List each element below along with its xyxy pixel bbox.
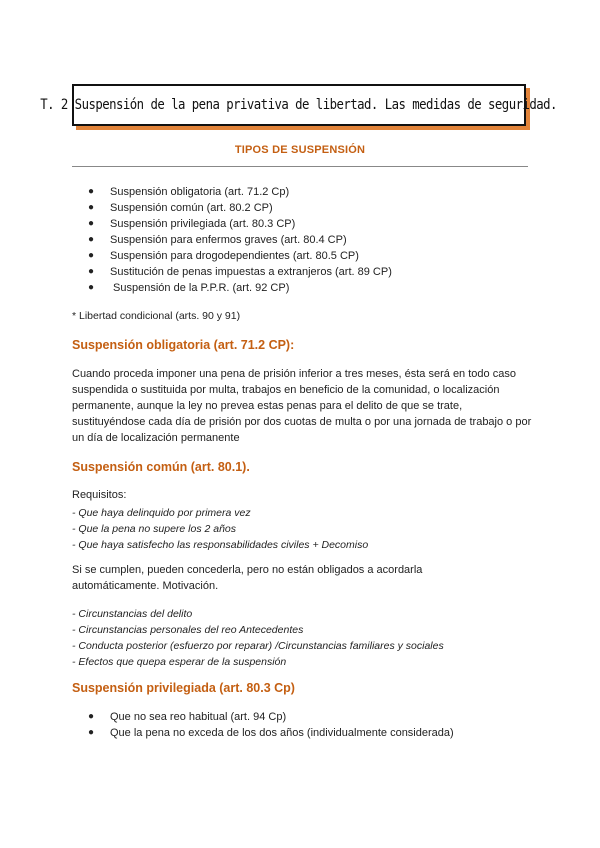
requisitos-label: Requisitos:: [72, 489, 127, 501]
list-item: - Circunstancias del delito: [72, 608, 193, 620]
requisitos-list: [72, 505, 368, 553]
document-title: T. 2 Suspensión de la pena privativa de libertad. Las medidas de seguridad.: [40, 97, 558, 113]
list-item: - Circunstancias personales del reo Antecedentes: [72, 624, 304, 636]
motivacion-list: [72, 606, 444, 670]
list-item: - Efectos que quepa esperar de la suspensión: [72, 656, 287, 668]
list-item: ● Suspensión privilegiada (art. 80.3 CP): [88, 218, 296, 230]
list-item: ● Suspensión obligatoria (art. 71.2 Cp): [88, 186, 290, 198]
tipos-heading: TIPOS DE SUSPENSIÓN: [234, 144, 366, 156]
list-item: ● Suspensión común (art. 80.2 CP): [88, 202, 273, 214]
bullet-icon: ●: [88, 186, 95, 197]
list-item: ● Suspensión para enfermos graves (art. 80.4 CP): [88, 234, 347, 246]
bullet-icon: ●: [88, 711, 95, 722]
title-box: [40, 84, 558, 126]
bullet-icon: ●: [88, 202, 95, 213]
heading-obligatoria: Suspensión obligatoria (art. 71.2 CP):: [72, 338, 295, 352]
privilegiada-list: [86, 709, 454, 741]
list-item: - Que haya satisfecho las responsabilidades civiles + Decomiso: [72, 539, 369, 551]
paragraph-comun: Si se cumplen, pueden concederla, pero no están obligados a acordarla automáticamente. Motivación.: [72, 564, 423, 592]
list-item: - Que la pena no supere los 2 años: [72, 523, 237, 535]
bullet-icon: ●: [88, 250, 95, 261]
list-item: ● Suspensión de la P.P.R. (art. 92 CP): [88, 282, 290, 294]
tipos-list: [86, 184, 392, 296]
list-item: ● Sustitución de penas impuestas a extranjeros (art. 89 CP): [88, 266, 392, 278]
heading-privilegiada: Suspensión privilegiada (art. 80.3 Cp): [72, 681, 295, 695]
libertad-condicional-note: * Libertad condicional (arts. 90 y 91): [72, 310, 241, 322]
bullet-icon: ●: [88, 218, 95, 229]
bullet-icon: ●: [88, 266, 95, 277]
bullet-icon: ●: [88, 282, 95, 293]
heading-comun: Suspensión común (art. 80.1).: [72, 460, 250, 474]
bullet-icon: ●: [88, 727, 95, 738]
list-item: - Conducta posterior (esfuerzo por reparar) /Circunstancias familiares y sociales: [72, 640, 444, 652]
list-item: ● Que la pena no exceda de los dos años (individualmente considerada): [88, 727, 454, 739]
divider: [72, 166, 528, 167]
list-item: - Que haya delinquido por primera vez: [72, 507, 251, 519]
list-item: ● Que no sea reo habitual (art. 94 Cp): [88, 711, 287, 723]
list-item: ● Suspensión para drogodependientes (art. 80.5 CP): [88, 250, 359, 262]
bullet-icon: ●: [88, 234, 95, 245]
paragraph-obligatoria: Cuando proceda imponer una pena de prisión inferior a tres meses, ésta será en todo caso suspendida o sustituida por multa, trabajos en beneficio de la comunidad, o localización permanente, aunque la ley no prevea estas penas para el delito de que se trate, sustituyéndose cada día de prisión por dos cuotas de multa o por una jornada de trabajo o por un día de localización permanente: [72, 368, 532, 444]
